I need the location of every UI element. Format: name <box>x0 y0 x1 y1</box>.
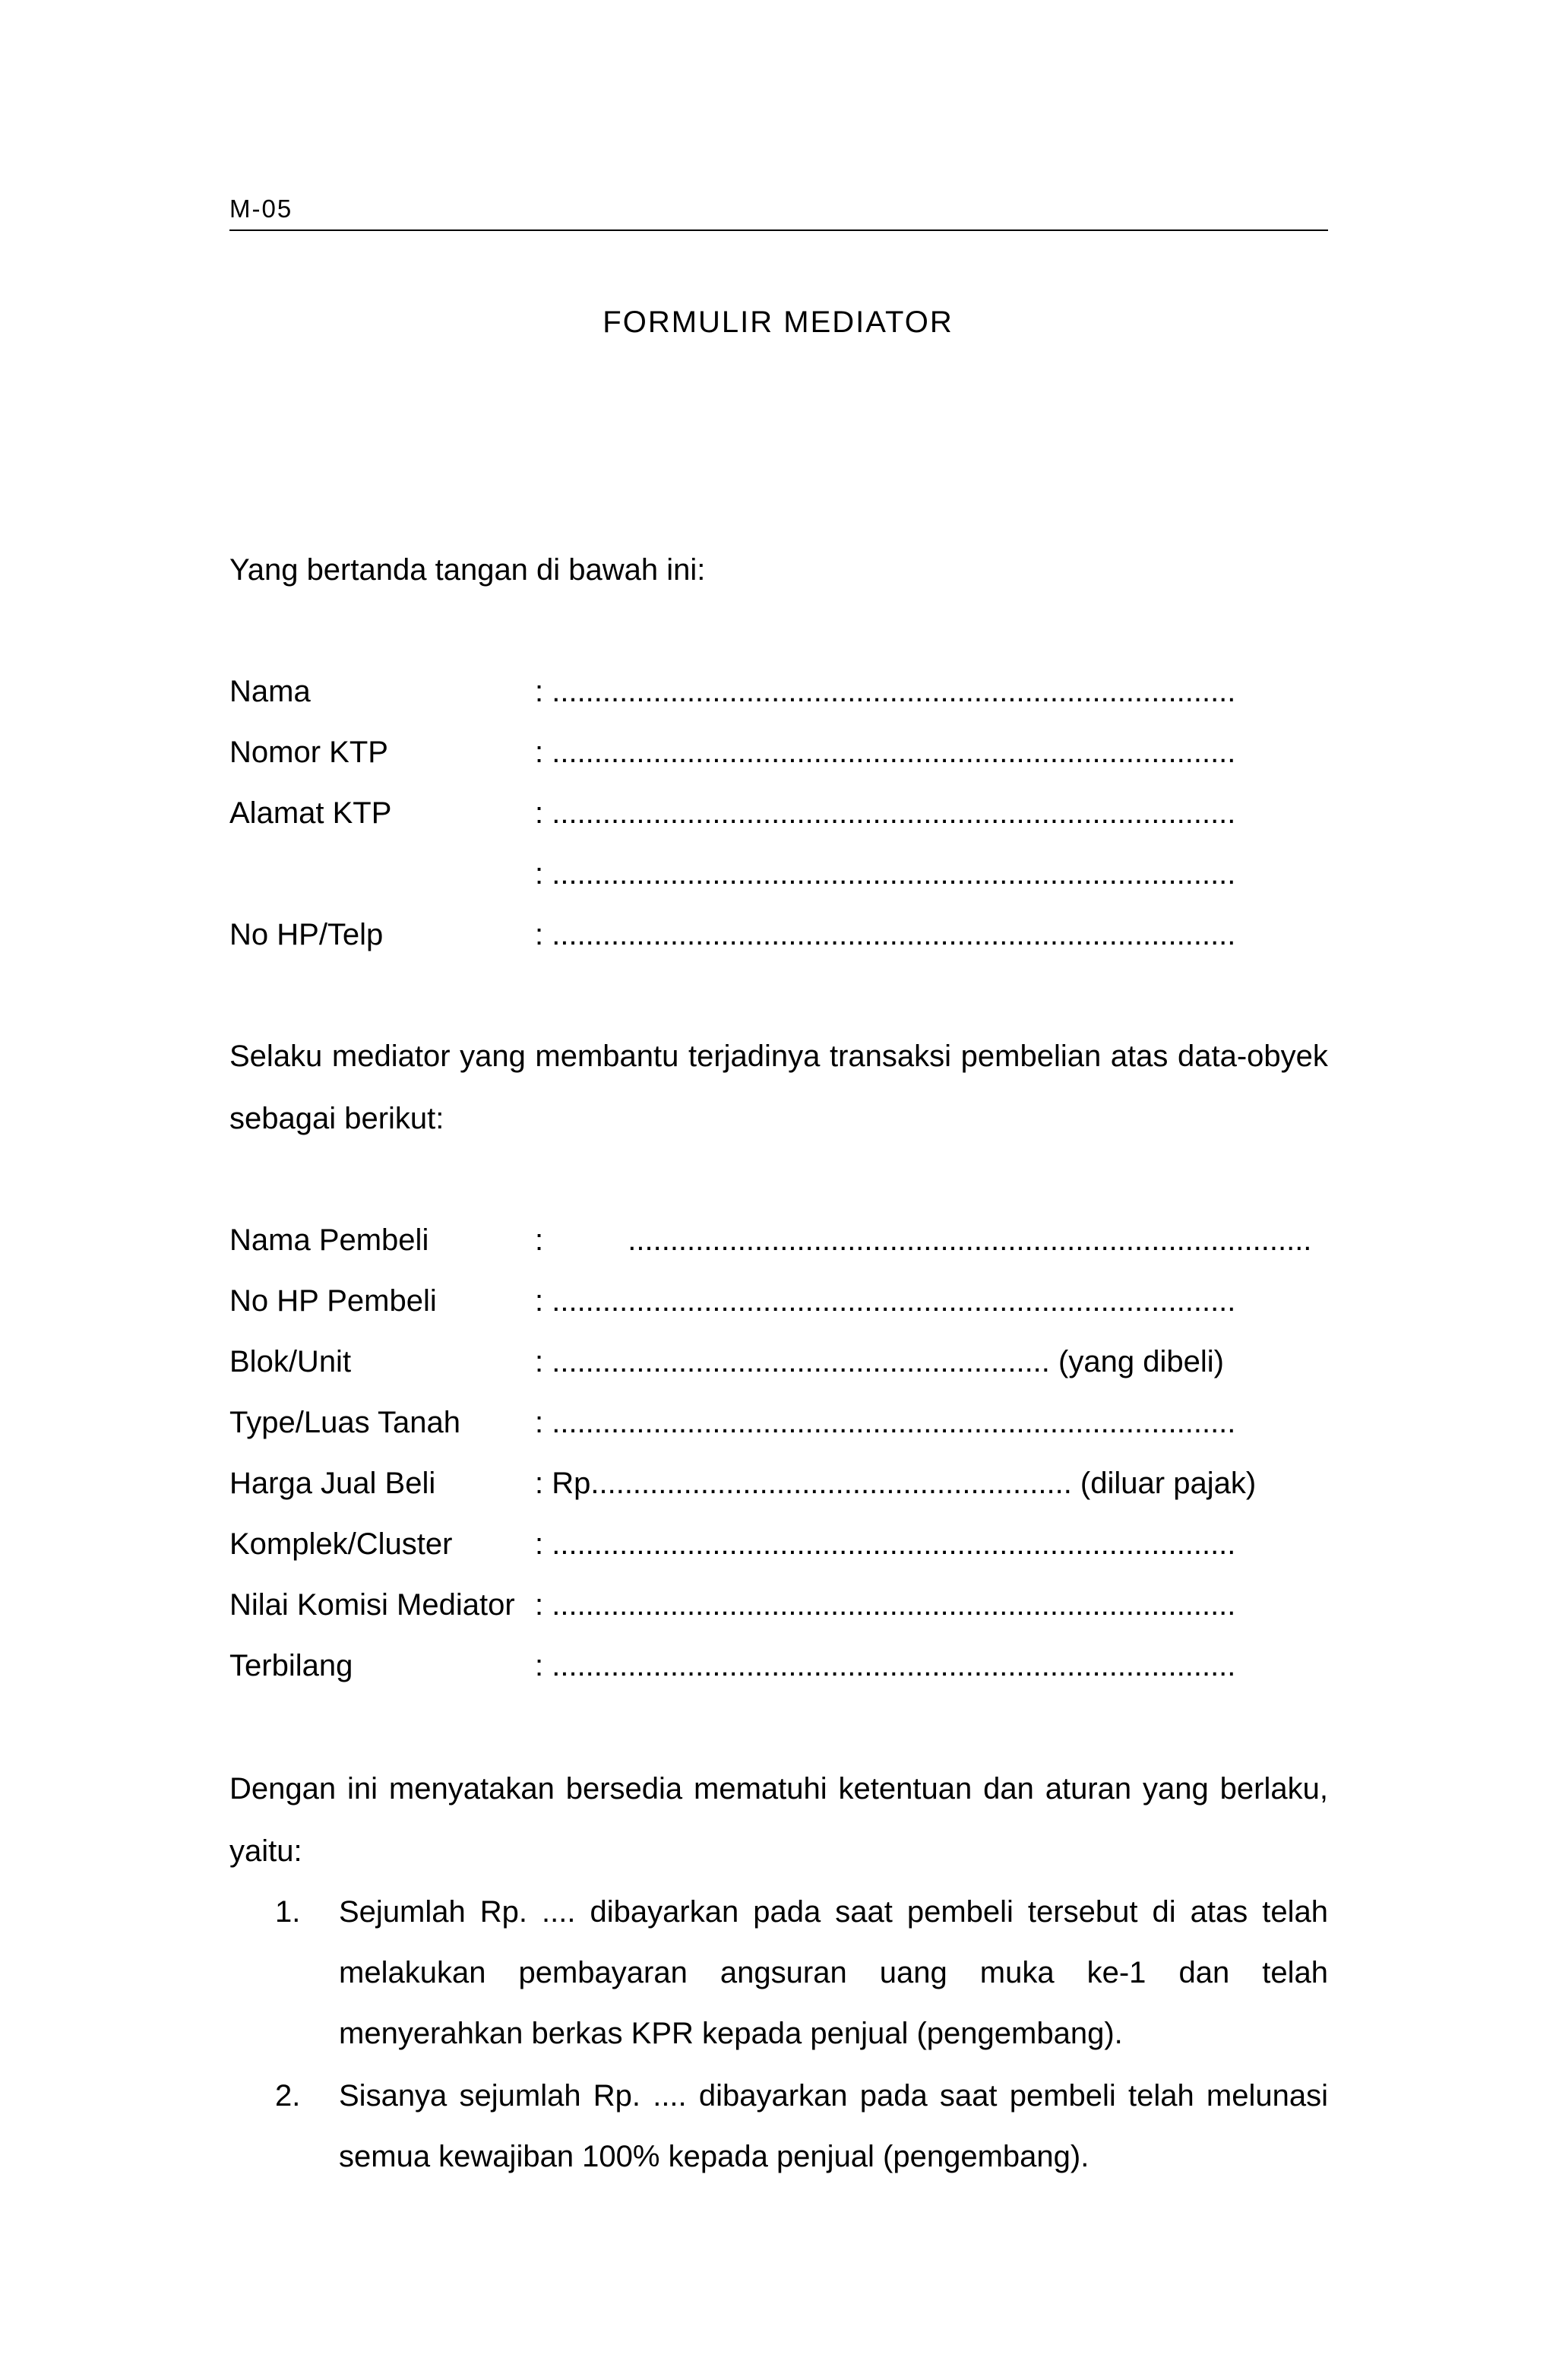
declaration-word: ketentuan <box>838 1772 972 1806</box>
statement-word: terjadinya <box>688 1040 821 1073</box>
statement-word: pembelian <box>960 1040 1102 1073</box>
declaration-word: menyatakan <box>388 1772 555 1806</box>
field-value-alamat-ktp-2: : ................................................................................. <box>535 857 1236 891</box>
field-label-blok-unit: Blok/Unit <box>229 1345 352 1378</box>
declaration-word: ini <box>347 1772 378 1806</box>
field-value-type-luas-tanah: : ................................................................................. <box>535 1406 1236 1439</box>
field-value-harga-jual-beli: : Rp......................................................... (diluar pajak) <box>535 1467 1257 1500</box>
field-label-nama-pembeli: Nama Pembeli <box>229 1223 429 1257</box>
list-item-number: 2. <box>275 2079 301 2113</box>
statement-word: atas <box>1110 1040 1169 1073</box>
header-divider <box>229 229 1328 231</box>
statement-word: yang <box>460 1040 526 1073</box>
document-title: FORMULIR MEDIATOR <box>602 305 954 339</box>
list-item-number: 1. <box>275 1895 301 1929</box>
field-value-blok-unit: : ........................................................... (yang dibeli) <box>535 1345 1224 1378</box>
declaration-word: yang <box>1143 1772 1209 1806</box>
statement-word: Selaku <box>229 1040 323 1073</box>
statement-word: data-obyek <box>1177 1040 1328 1073</box>
declaration-line-2: yaitu: <box>229 1834 302 1868</box>
intro-text: Yang bertanda tangan di bawah ini: <box>229 553 706 587</box>
declaration-word: dan <box>983 1772 1034 1806</box>
field-label-terbilang: Terbilang <box>229 1649 353 1682</box>
field-value-alamat-ktp: : ................................................................................. <box>535 796 1236 830</box>
field-value-no-hp-pembeli: : ................................................................................. <box>535 1284 1236 1318</box>
field-label-harga-jual-beli: Harga Jual Beli <box>229 1467 436 1500</box>
list-item-text: Sisanya sejumlah Rp. .... dibayarkan pada saat pembeli telah melunasi semua kewajiban 100% kepada penjual (pengembang). <box>339 2079 1328 2173</box>
statement-word: mediator <box>331 1040 451 1073</box>
statement-line-2: sebagai berikut: <box>229 1102 444 1135</box>
field-label-no-hp: No HP/Telp <box>229 918 384 951</box>
declaration-word: mematuhi <box>694 1772 827 1806</box>
field-value-terbilang: : ................................................................................. <box>535 1649 1236 1682</box>
statement-line-1 <box>229 1040 1328 1074</box>
field-label-type-luas-tanah: Type/Luas Tanah <box>229 1406 460 1439</box>
statement-word: transaksi <box>830 1040 952 1073</box>
field-value-komplek-cluster: : ................................................................................. <box>535 1527 1236 1561</box>
field-label-nama: Nama <box>229 675 311 708</box>
declaration-word: aturan <box>1045 1772 1132 1806</box>
field-label-alamat-ktp: Alamat KTP <box>229 796 392 830</box>
statement-word: membantu <box>535 1040 679 1073</box>
field-value-nilai-komisi: : ................................................................................. <box>535 1588 1236 1622</box>
field-label-komplek-cluster: Komplek/Cluster <box>229 1527 453 1561</box>
declaration-word: bersedia <box>565 1772 683 1806</box>
field-label-nomor-ktp: Nomor KTP <box>229 736 388 769</box>
declaration-word: Dengan <box>229 1772 337 1806</box>
document-code: M-05 <box>229 195 293 223</box>
list-item-text: Sejumlah Rp. .... dibayarkan pada saat pembeli tersebut di atas telah melakukan pembayaran angsuran uang muka ke-1 dan telah menyerahkan berkas KPR kepada penjual (pengembang). <box>339 1895 1328 2050</box>
declaration-line-1 <box>229 1772 1328 1806</box>
field-value-nama-pembeli: : ................................................................................. <box>535 1223 1312 1257</box>
field-value-nomor-ktp: : ................................................................................. <box>535 736 1236 769</box>
declaration-word: berlaku, <box>1219 1772 1328 1806</box>
field-value-no-hp: : ................................................................................. <box>535 918 1236 951</box>
field-label-no-hp-pembeli: No HP Pembeli <box>229 1284 437 1318</box>
field-value-nama: : ................................................................................. <box>535 675 1236 708</box>
field-label-nilai-komisi: Nilai Komisi Mediator <box>229 1588 515 1622</box>
